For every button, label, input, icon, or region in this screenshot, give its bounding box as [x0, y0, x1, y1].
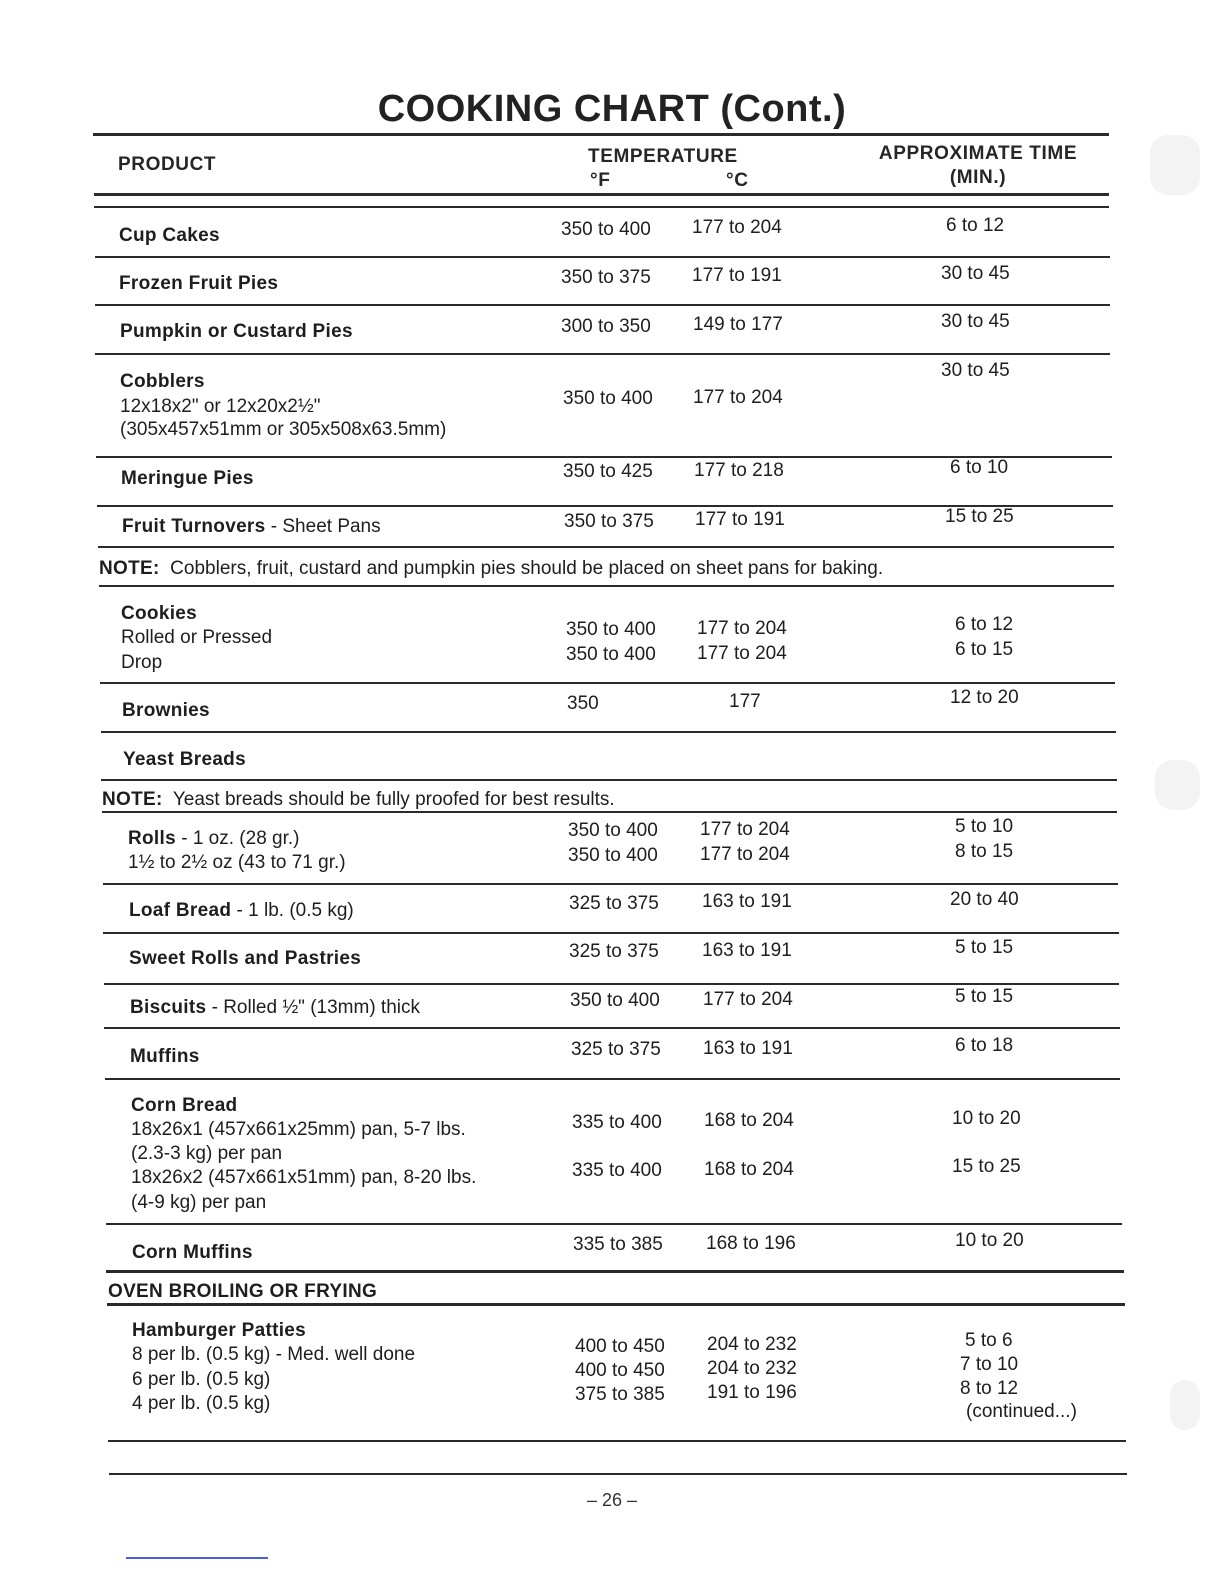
row-detail: Drop [121, 652, 163, 673]
temp-c: 177 to 191 [695, 509, 785, 530]
temp-c: 177 to 204 [700, 819, 790, 840]
temp-c: 177 to 204 [697, 643, 787, 664]
row-rule [95, 353, 1110, 355]
temp-c: 177 [729, 691, 761, 712]
temp-c: 177 to 204 [692, 217, 782, 238]
row-name: Muffins [130, 1046, 200, 1067]
row-name: Cobblers [120, 371, 205, 392]
row-rule [106, 1223, 1122, 1225]
row-detail: 8 per lb. (0.5 kg) - Med. well done [132, 1344, 416, 1365]
temp-f: 400 to 450 [575, 1336, 665, 1357]
row-name [122, 515, 381, 540]
time: 5 to 15 [955, 986, 1014, 1007]
temp-c: 177 to 204 [703, 989, 793, 1010]
row-detail: 4 per lb. (0.5 kg) [132, 1393, 271, 1414]
row-name: Sweet Rolls and Pastries [129, 948, 362, 969]
row-rule [108, 1440, 1126, 1442]
row-detail: 12x18x2" or 12x20x2½" [120, 396, 321, 417]
note-label: NOTE: [102, 789, 163, 810]
row-name-bold: Loaf Bread [129, 900, 232, 921]
temp-f: 350 to 400 [566, 644, 656, 665]
row-detail: 6 per lb. (0.5 kg) [132, 1369, 271, 1390]
row-detail: (2.3-3 kg) per pan [131, 1143, 283, 1164]
temp-f: 335 to 385 [573, 1234, 663, 1255]
temp-c: 168 to 204 [704, 1110, 794, 1131]
temp-f: 350 to 425 [563, 461, 653, 482]
time: 15 to 25 [952, 1156, 1021, 1177]
temp-f: 350 to 400 [563, 388, 653, 409]
header-unit-c: °C [726, 170, 749, 191]
footer-rule [109, 1473, 1127, 1475]
row-detail: 18x26x2 (457x661x51mm) pan, 8-20 lbs. [131, 1167, 477, 1188]
row-name [128, 827, 300, 852]
note-label: NOTE: [99, 558, 160, 579]
section-rule [106, 1270, 1124, 1273]
header-rule [94, 193, 1109, 196]
header-temperature: TEMPERATURE [588, 146, 738, 167]
temp-f: 325 to 375 [571, 1039, 661, 1060]
time: 10 to 20 [955, 1230, 1024, 1251]
row-rule [103, 932, 1119, 934]
row-name [129, 899, 354, 924]
row-rule [100, 682, 1115, 684]
header-unit-f: °F [590, 170, 611, 191]
row-name: Corn Bread [131, 1095, 238, 1116]
temp-f: 325 to 375 [569, 893, 659, 914]
temp-c: 204 to 232 [707, 1334, 797, 1355]
time: 5 to 15 [955, 937, 1014, 958]
temp-c: 163 to 191 [702, 940, 792, 961]
temp-f: 375 to 385 [575, 1384, 665, 1405]
temp-c: 163 to 191 [702, 891, 792, 912]
temp-f: 350 to 375 [564, 511, 654, 532]
temp-c: 177 to 204 [700, 844, 790, 865]
temp-f: 335 to 400 [572, 1112, 662, 1133]
temp-c: 177 to 204 [693, 387, 783, 408]
row-suffix: - 1 oz. (28 gr.) [175, 828, 300, 849]
row-suffix: - Rolled ½" (13mm) thick [206, 997, 420, 1018]
time: 10 to 20 [952, 1108, 1021, 1129]
row-detail: (305x457x51mm or 305x508x63.5mm) [120, 419, 447, 440]
row-rule [104, 1027, 1120, 1029]
table-top-rule [93, 133, 1109, 136]
row-name: Cookies [121, 603, 198, 624]
temp-c: 177 to 204 [697, 618, 787, 639]
row-rule [99, 585, 1114, 587]
row-name: Brownies [122, 700, 210, 721]
time: 30 to 45 [941, 263, 1010, 284]
temp-c: 177 to 191 [692, 265, 782, 286]
row-name [130, 996, 420, 1021]
row-name: Frozen Fruit Pies [119, 273, 279, 294]
row-name: Corn Muffins [132, 1242, 253, 1263]
temp-f: 350 to 400 [566, 619, 656, 640]
row-detail: Rolled or Pressed [121, 627, 273, 648]
time: 6 to 10 [950, 457, 1009, 478]
row-detail: 1½ to 2½ oz (43 to 71 gr.) [128, 852, 346, 873]
row-rule [98, 546, 1114, 548]
temp-f: 350 [567, 693, 599, 714]
section-broiling-heading: OVEN BROILING OR FRYING [108, 1281, 378, 1302]
temp-f: 350 to 400 [561, 219, 651, 240]
binder-hole-mark [1155, 760, 1200, 810]
row-name-bold: Biscuits [130, 997, 207, 1018]
row-rule [105, 1078, 1120, 1080]
row-rule [95, 256, 1110, 258]
temp-f: 325 to 375 [569, 941, 659, 962]
row-name: Meringue Pies [121, 468, 254, 489]
temp-f: 400 to 450 [575, 1360, 665, 1381]
row-rule [101, 779, 1117, 781]
note-text: Cobblers, fruit, custard and pumpkin pies should be placed on sheet pans for baking. [170, 558, 884, 579]
header-time: APPROXIMATE TIME [878, 143, 1078, 164]
header-product: PRODUCT [118, 154, 217, 175]
time: 30 to 45 [941, 311, 1010, 332]
time: 7 to 10 [960, 1354, 1019, 1375]
temp-c: 149 to 177 [693, 314, 783, 335]
temp-c: 168 to 196 [706, 1233, 796, 1254]
time: 6 to 12 [946, 215, 1005, 236]
temp-f: 350 to 400 [570, 990, 660, 1011]
temp-f: 350 to 400 [568, 845, 658, 866]
row-rule [103, 883, 1118, 885]
time: 6 to 15 [955, 639, 1014, 660]
binder-hole-mark [1150, 135, 1200, 195]
temp-c: 168 to 204 [704, 1159, 794, 1180]
temp-c: 191 to 196 [707, 1382, 797, 1403]
temp-f: 335 to 400 [572, 1160, 662, 1181]
temp-c: 163 to 191 [703, 1038, 793, 1059]
row-name: Pumpkin or Custard Pies [120, 321, 353, 342]
temp-c: 204 to 232 [707, 1358, 797, 1379]
time: 5 to 10 [955, 816, 1014, 837]
row-name-bold: Fruit Turnovers [122, 516, 266, 537]
temp-c: 177 to 218 [694, 460, 784, 481]
footer-underline [126, 1557, 268, 1559]
row-rule [94, 206, 1109, 208]
temp-f: 300 to 350 [561, 316, 651, 337]
header-time-unit: (MIN.) [949, 167, 1007, 188]
row-detail: (4-9 kg) per pan [131, 1192, 267, 1213]
time: 6 to 12 [955, 614, 1014, 635]
row-name: Hamburger Patties [132, 1320, 307, 1341]
time: 8 to 15 [955, 841, 1014, 862]
continued-label: (continued...) [966, 1401, 1077, 1422]
time: 15 to 25 [945, 506, 1014, 527]
row-name: Yeast Breads [123, 749, 246, 770]
time: 8 to 12 [960, 1378, 1019, 1399]
note-yeast [102, 788, 615, 813]
row-rule [102, 811, 1117, 813]
row-name-bold: Rolls [128, 828, 176, 849]
note-text: Yeast breads should be fully proofed for best results. [172, 789, 615, 810]
section-rule [107, 1303, 1125, 1306]
time: 30 to 45 [941, 360, 1010, 381]
row-name: Cup Cakes [119, 225, 220, 246]
page-number: – 26 – [586, 1490, 638, 1510]
row-rule [101, 731, 1116, 733]
temp-f: 350 to 375 [561, 267, 651, 288]
time: 5 to 6 [965, 1330, 1013, 1351]
page-title: COOKING CHART (Cont.) [377, 88, 847, 130]
row-rule [95, 304, 1110, 306]
time: 12 to 20 [950, 687, 1019, 708]
time: 6 to 18 [955, 1035, 1014, 1056]
row-detail: 18x26x1 (457x661x25mm) pan, 5-7 lbs. [131, 1119, 466, 1140]
temp-f: 350 to 400 [568, 820, 658, 841]
time: 20 to 40 [950, 889, 1019, 910]
binder-hole-mark [1170, 1380, 1200, 1430]
row-suffix: - 1 lb. (0.5 kg) [231, 900, 354, 921]
note-cobblers [99, 557, 883, 582]
row-suffix: - Sheet Pans [265, 516, 381, 537]
